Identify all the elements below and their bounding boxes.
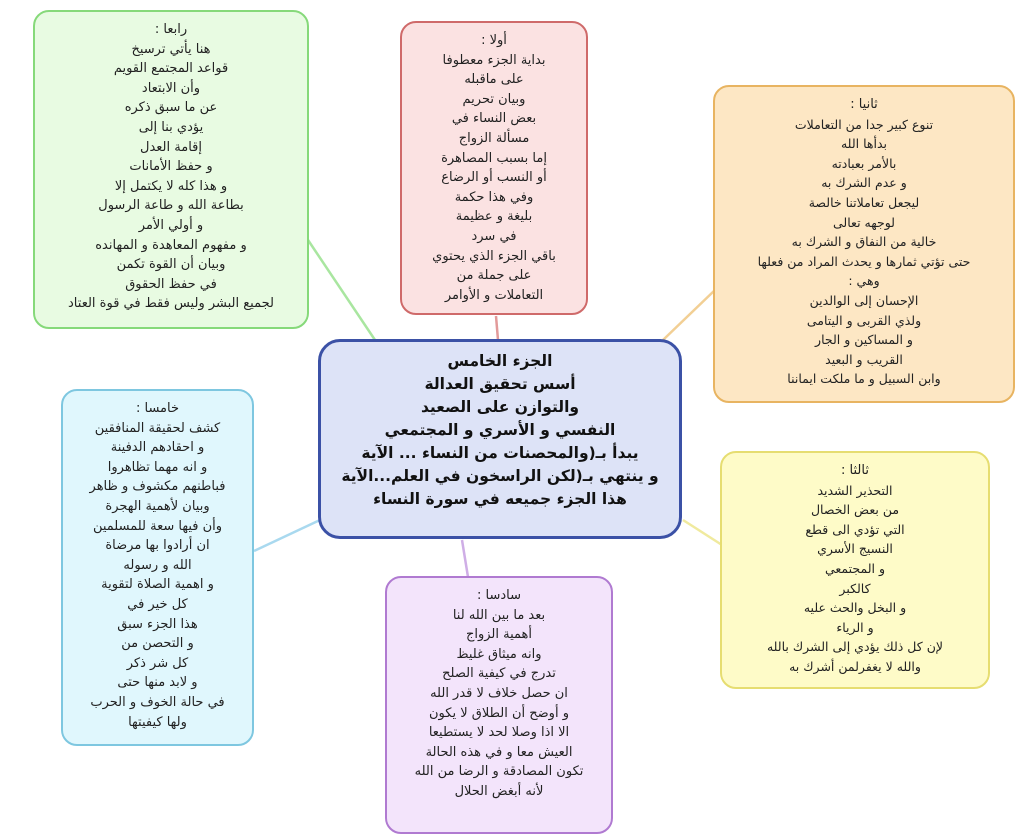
text-line: وبيان أن القوة تكمن [116, 257, 226, 273]
text-line: و الرياء [836, 619, 874, 635]
node-third-heading: ثالثا : [841, 463, 869, 478]
text-line: التعاملات و الأوامر [444, 287, 544, 303]
node-second-heading: ثانيا : [850, 97, 878, 112]
node-third [720, 451, 990, 689]
node-fourth-heading: رابعا : [154, 22, 188, 37]
text-line: العيش معا و في هذه الحالة [425, 744, 573, 760]
text-line: على ماقبله [464, 72, 524, 88]
text-line: الله و رسوله [123, 557, 192, 573]
connector-third [683, 520, 722, 545]
text-line: وانه ميثاق غليظ [456, 646, 542, 662]
text-line: و احقادهم الدفينة [110, 440, 205, 456]
text-line: لجميع البشر وليس فقط في قوة العتاد [68, 296, 274, 312]
connector-sixth [462, 540, 468, 577]
text-line: و المجتمعي [824, 560, 886, 576]
text-line: فباطنهم مكشوف و ظاهر [89, 479, 226, 495]
connector-second [663, 290, 715, 340]
text-line: يؤدي بنا إلى [138, 119, 204, 135]
text-line: وأن فيها سعة للمسلمين [92, 518, 223, 534]
text-line: الإحسان إلى الوالدين [809, 292, 919, 308]
text-line: بداية الجزء معطوفا [442, 52, 546, 68]
text-line: بعد ما بين الله لنا [452, 607, 546, 623]
node-second [713, 85, 1015, 403]
text-line: و التحصن من [121, 636, 194, 652]
text-line: بالأمر بعبادته [831, 155, 897, 171]
connector-fourth [308, 240, 375, 340]
text-line: في حالة الخوف و الحرب [90, 694, 225, 710]
text-line: وهي : [848, 273, 880, 289]
text-line: قواعد المجتمع القويم [113, 61, 229, 77]
text-line: مسألة الزواج [458, 130, 530, 146]
text-line: ليجعل تعاملاتنا خالصة [808, 194, 920, 210]
text-line: باقي الجزء الذي يحتوي [432, 248, 556, 264]
text-line: لوجهه تعالى [833, 214, 895, 230]
text-line: يبدأ بـ(والمحصنات من النساء ... الآية [361, 444, 639, 462]
text-line: أهمية الزواج [465, 627, 533, 643]
node-fifth-heading: خامسا : [135, 401, 180, 416]
text-line: و اهمية الصلاة لتقوية [101, 577, 214, 593]
connector-fifth [254, 520, 320, 551]
text-line: ولها كيفيتها [128, 714, 187, 730]
text-line: والتوازن على الصعيد [420, 398, 580, 416]
text-line: إقامة العدل [140, 139, 202, 155]
text-line: خالية من النفاق و الشرك به [791, 234, 937, 250]
text-line: كالكبر [839, 580, 871, 596]
text-line: والله لا يغفرلمن أشرك به [789, 658, 921, 674]
text-line: بدأها الله [840, 136, 887, 152]
text-line: و هذا كله لا يكتمل إلا [114, 178, 228, 194]
text-line: لإن كل ذلك يؤدي إلى الشرك بالله [766, 639, 944, 655]
text-line: و أوضح أن الطلاق لا يكون [429, 705, 569, 721]
text-line: و البخل والحث عليه [803, 600, 907, 616]
text-line: و حفظ الأمانات [129, 159, 213, 175]
node-sixth [385, 576, 613, 834]
text-line: كل خير في [127, 596, 188, 612]
text-line: من بعض الخصال [810, 502, 900, 518]
text-line: أسس تحقيق العدالة [424, 375, 576, 393]
text-line: التحذير الشديد [817, 482, 893, 498]
text-line: و عدم الشرك به [821, 175, 907, 191]
text-line: و ينتهي بـ(لكن الراسخون في العلم...الآية [341, 467, 659, 485]
text-line: إما بسبب المصاهرة [441, 150, 547, 166]
text-line: النفسي و الأسري و المجتمعي [384, 421, 616, 439]
text-line: كشف لحقيقة المنافقين [94, 420, 221, 436]
text-line: بليغة و عظيمة [455, 209, 533, 225]
central-topic [318, 339, 682, 539]
text-line: عن ما سبق ذكره [124, 100, 218, 116]
text-line: حتى تؤتي ثمارها و يحدث المراد من فعلها [757, 253, 971, 269]
text-line: أو النسب أو الرضاع [441, 170, 547, 186]
text-line: لأنه أبغض الحلال [454, 783, 544, 799]
node-fifth [61, 389, 254, 746]
text-line: القريب و البعيد [825, 351, 903, 367]
text-line: و أولي الأمر [138, 217, 204, 233]
text-line: تنوع كبير جدا من التعاملات [794, 116, 934, 132]
text-line: وأن الابتعاد [141, 80, 201, 96]
text-line: تدرج في كيفية الصلح [442, 666, 556, 682]
text-line: و مفهوم المعاهدة و المهانده [95, 237, 247, 253]
text-line: ولذي القربى و اليتامى [806, 312, 922, 328]
text-line: بطاعة الله و طاعة الرسول [98, 198, 244, 214]
text-line: تكون المصادقة و الرضا من الله [414, 764, 584, 780]
text-line: على جملة من [456, 268, 532, 284]
text-line: ان أرادوا بها مرضاة [105, 538, 210, 554]
text-line: في حفظ الحقوق [125, 276, 217, 292]
node-first [400, 21, 588, 315]
text-line: وفي هذا حكمة [454, 189, 534, 205]
text-line: هذا الجزء سبق [117, 616, 198, 632]
text-line: وابن السبيل و ما ملكت ايماننا [787, 371, 941, 387]
connector-first [496, 316, 498, 340]
text-line: في سرد [471, 228, 517, 244]
text-line: بعض النساء في [451, 111, 537, 127]
text-line: وبيان لأهمية الهجرة [105, 498, 210, 514]
text-line: الا اذا وصلا لحد لا يستطيعا [428, 725, 570, 741]
text-line: هذا الجزء جميعه في سورة النساء [373, 490, 627, 508]
text-line: هنا يأتي ترسيخ [131, 41, 211, 57]
text-line: ان حصل خلاف لا قدر الله [430, 685, 568, 701]
text-line: و لابد منها حتى [117, 675, 198, 691]
text-line: وبيان تحريم [462, 91, 526, 107]
text-line: النسيج الأسري [817, 541, 893, 557]
text-line: و المساكين و الجار [815, 332, 913, 348]
text-line: و انه مهما تظاهروا [107, 459, 208, 475]
node-first-heading: أولا : [481, 33, 507, 48]
node-fourth [33, 10, 309, 329]
text-line: كل شر ذكر [126, 655, 189, 671]
node-sixth-heading: سادسا : [476, 588, 521, 603]
text-line: التي تؤدي الى قطع [805, 521, 905, 537]
text-line: الجزء الخامس [447, 352, 553, 370]
